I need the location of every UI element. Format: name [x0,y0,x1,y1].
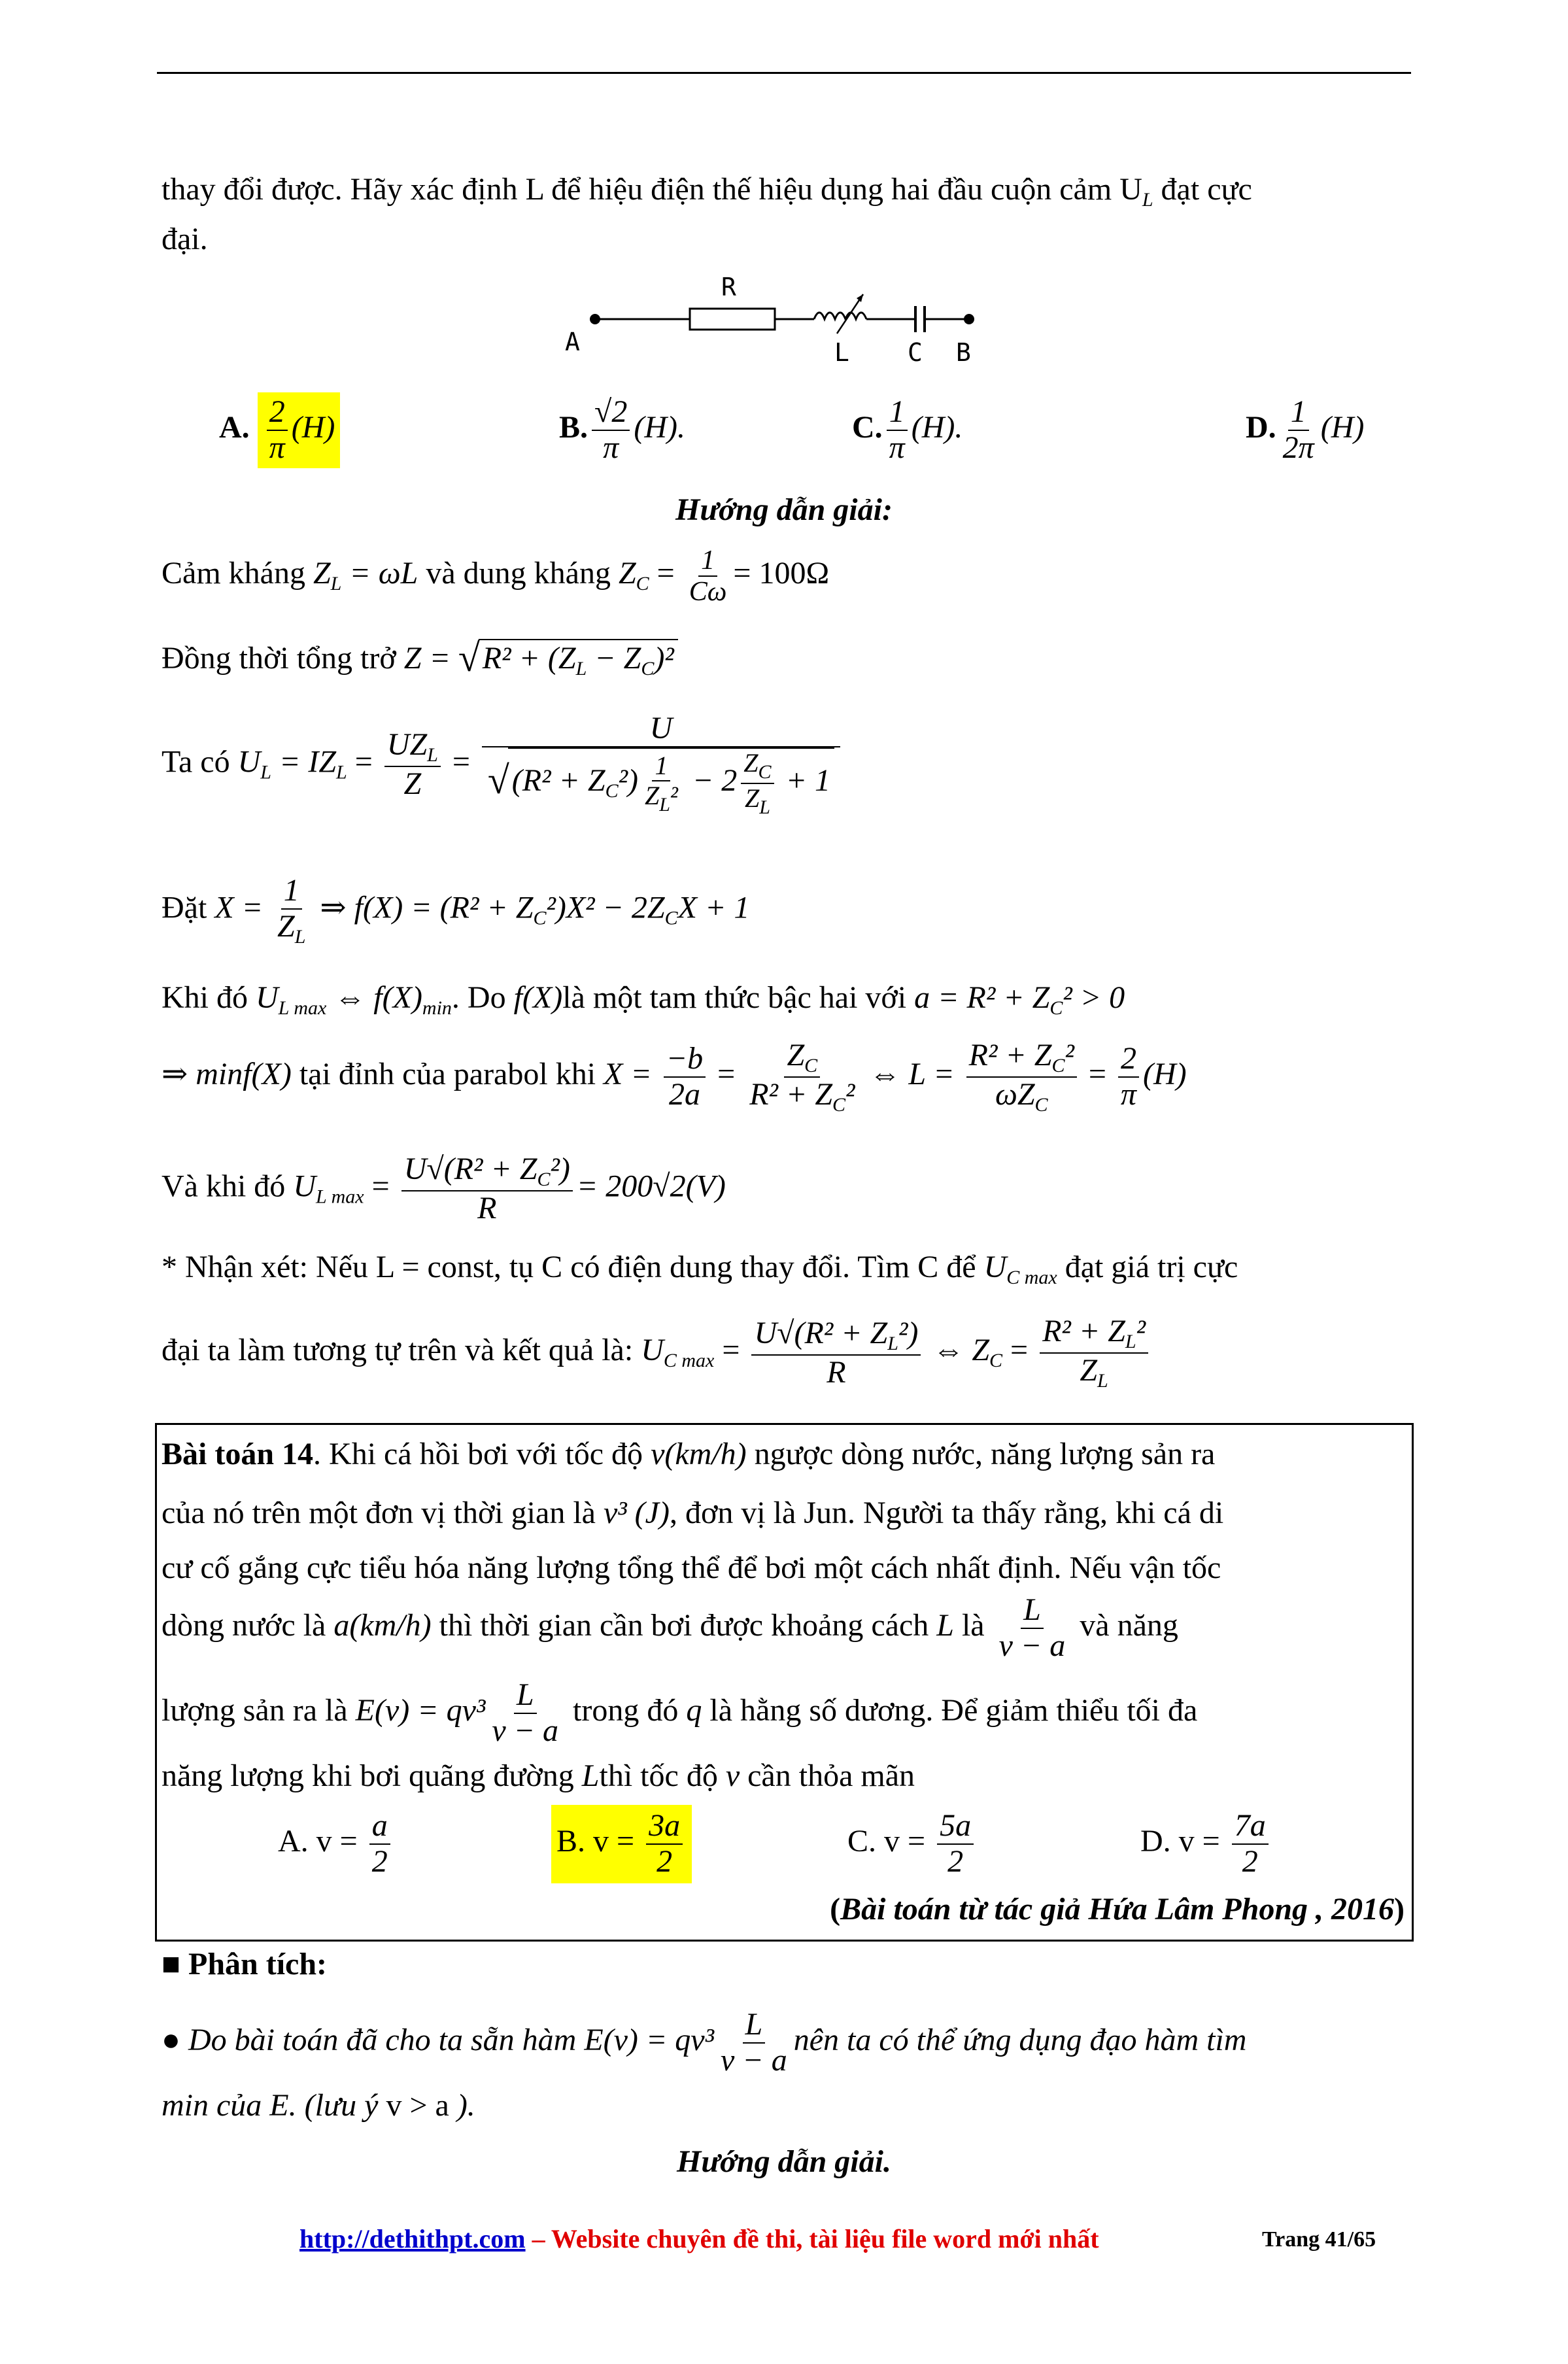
frac-num: √2 [592,395,630,431]
text: Khi đó [162,980,256,1015]
text: dòng nước là [162,1607,334,1643]
frac-den: R [477,1191,497,1225]
sub: C max [1006,1267,1057,1288]
math: = [347,744,381,779]
solution-line-8 [162,1249,1238,1290]
math: ² > 0 [1063,980,1125,1015]
analysis-line-2 [162,2087,475,2123]
math: v³ (J) [603,1496,670,1530]
solution-line-5: Khi đó $U_{L max}$ ⇔ $f(X)_{min}$. Do f(X)là một tam thức bậc hai với $a = R^2 + Z_C^2 > 0$ [162,980,1125,1019]
label-b: B [956,338,971,367]
math: E(v) = qv³ [355,1692,486,1728]
solution-line-6: ⇒ minf(X) tại đỉnh của parabol khi X = $\frac{-b}{2a}$ = $\frac{Z_C}{R^2 + Z_C^2}$ ⇔ L = $\frac{R^2 + Z_C^2}{\omega Z_C}$ = $\frac{2}{\pi}$ (H) [162,1038,1187,1116]
q13-option-c [852,395,963,466]
p14-line-2 [162,1495,1223,1531]
sub: C max [663,1350,715,1372]
frac-num: 5a [937,1809,974,1845]
paren: ( [830,1892,841,1927]
label-l: L [834,338,849,367]
footer [299,2223,1099,2254]
frac-num: Z [743,747,758,778]
solution-line-1: Cảm kháng $Z_L = \omega L$ và dung kháng $Z_C$ = $\frac{1}{C\omega}$ = 100Ω [162,545,830,608]
math: Z = [403,641,458,676]
option-label: C. v = [847,1823,934,1859]
text: của nó trên một đơn vị thời gian là [162,1496,604,1530]
math: (H) [1142,1057,1187,1092]
text: Ta có [162,744,238,779]
math: − 2 [684,762,738,798]
sub: min [422,997,452,1019]
text: Cảm kháng [162,556,313,591]
option-letter: C. [852,409,883,445]
guide-title-2: Hướng dẫn giải. [677,2144,891,2179]
option-a-highlight [258,392,341,468]
frac-den: 2 [656,1843,673,1879]
math: ⇔ f(X) [326,980,422,1015]
frac-num: R² + Z [968,1038,1052,1072]
p14-line-1 [162,1436,1215,1472]
text: Đặt [162,890,215,925]
math: Z [618,556,636,591]
frac-num: UZ [386,727,428,762]
frac-den: v − a [998,1628,1066,1663]
label-a: A [565,328,580,356]
frac-num: 1 [652,751,670,781]
frac-den: π [269,430,285,465]
frac-num: R² + Z [1042,1314,1125,1348]
frac-num: 2 [267,395,288,431]
frac-num: L [1021,1593,1044,1629]
math: E(v) = qv³ [584,2022,714,2057]
intro-line-2: đại. [162,222,208,256]
math: = 200√2(V) [576,1169,726,1204]
solution-line-2: Đồng thời tổng trở $Z = √R^2 + (Z_L - Z_C)^2$ [162,636,678,681]
math: v(km/h) [651,1437,747,1471]
frac-den: 2a [668,1077,700,1112]
option-label: D. v = [1140,1823,1228,1859]
text: min của E. (lưu ý [162,2088,386,2123]
p14-option-a [278,1809,394,1879]
math: = [1002,1333,1036,1368]
text: ngược dòng nước, năng lượng sản ra [746,1437,1216,1471]
unit: (H) [1320,409,1365,445]
label-c: C [908,338,923,367]
math: v [725,1758,740,1793]
p14-line-5 [162,1678,1197,1749]
solution-line-3: Ta có $U_L = IZ_L$ = $\frac{UZ_L}{Z}$ = U $√(R^2 + Z_C^2)$ $\frac{1}{Z_L^2}$ − 2 $\frac{Z_C}{Z_L}$ + 1 [162,711,844,818]
unit: (H). [911,409,963,445]
frac-den: π [1120,1077,1136,1112]
text: và năng [1072,1607,1178,1643]
sub: L max [278,997,327,1019]
math: X + 1 [677,890,750,925]
unit: (H). [634,409,685,445]
frac-den: 2 [371,1843,388,1879]
math: U [641,1333,664,1368]
math: = IZ [271,744,337,779]
frac-den: R [827,1354,846,1390]
option-letter: D. [1246,409,1276,445]
math: a(km/h) [333,1607,432,1643]
text: thì tốc độ [599,1758,726,1793]
intro-text: thay đổi được. Hãy xác định L để hiệu điện thế hiệu dụng hai đầu cuộn cảm U [162,172,1142,207]
frac-den: R² + Z [749,1077,833,1112]
q13-option-b [559,395,685,466]
source-text: Bài toán từ tác giả Hứa Lâm Phong , 2016 [840,1892,1395,1927]
text: và dung kháng [418,556,619,591]
math: Z [313,556,331,591]
solution-line-7: Và khi đó $U_{L max}$ = $\frac{U√(R^2 + Z_C^2)}{R}$ = 200√2(V) [162,1152,726,1225]
option-letter: A. [219,409,250,445]
footer-text: Website chuyên đề thi, tài liệu file word mới nhất [551,2224,1099,2253]
text: đại ta làm tương tự trên và kết quả là: [162,1333,641,1368]
text: là một tam thức bậc hai với [562,980,915,1015]
math: ²) [898,1315,919,1350]
footer-dash: – [525,2224,551,2253]
p14-source [830,1891,1405,1927]
math: + 1 [777,762,830,798]
math: U [256,980,279,1015]
frac-num: 7a [1232,1809,1269,1845]
frac-num: 1 [281,874,302,910]
text: nên ta có thể ứng dụng đạo hàm tìm [793,2022,1247,2057]
frac-den: π [889,430,905,465]
intro-sub: L [1142,189,1153,211]
frac-den: Z [744,783,760,813]
math: = [709,1057,743,1092]
p14-option-d [1140,1809,1272,1879]
text: tại đỉnh của parabol khi [291,1057,604,1092]
sub: L max [315,1186,364,1208]
text: năng lượng khi bơi quãng đường [162,1758,582,1793]
frac-num: a [369,1809,390,1845]
text: cần thỏa mãn [740,1758,915,1793]
math: f(X) [513,980,563,1015]
guide-title: Hướng dẫn giải: [675,492,893,527]
inductor [814,313,866,319]
frac-den: Z [644,780,660,810]
option-label: A. v = [278,1823,366,1859]
text: thì thời gian cần bơi được khoảng cách [431,1607,937,1643]
math: ²) [550,1152,570,1186]
math: X = [214,890,271,925]
frac-num: −b [664,1042,706,1078]
frac-num: L [514,1678,537,1714]
text: , đơn vị là Jun. Người ta thấy rằng, khi cá di [669,1496,1224,1530]
math: − Z [587,641,641,676]
header-rule [157,72,1411,74]
math: a = R² + Z [914,980,1050,1015]
math: ²) [618,762,638,798]
math: )² [654,641,674,676]
math: R² + (Z [482,641,576,676]
solution-line-4: Đặt X = $\frac{1}{Z_L}$ ⇒ $f(X) = (R^2 + Z_C^2)X^2 - 2Z_CX + 1$ [162,873,750,948]
frac-num: 1 [698,545,717,577]
frac-den: Z [277,908,295,944]
frac-den: Cω [689,577,727,608]
math: ⇒ f(X) = (R² + Z [312,890,534,925]
math: = 100Ω [733,556,830,591]
p14-line-4 [162,1593,1178,1664]
text: . Khi cá hồi bơi với tốc độ [313,1437,651,1471]
q13-option-d [1246,395,1364,466]
frac-den: Z [403,766,422,801]
text: là [953,1607,993,1643]
frac-den: π [603,430,619,465]
sub: C [989,1350,1003,1372]
frac-den: 2 [947,1843,964,1879]
frac-num: 1 [1288,395,1309,431]
p14-line-3: cư cố gắng cực tiểu hóa năng lượng tổng thể để bơi một cách nhất định. Nếu vận tốc [162,1550,1221,1585]
analysis-line-1 [162,2008,1246,2078]
text: trong đó [565,1692,687,1728]
p14-option-b [551,1805,692,1883]
text: Và khi đó [162,1169,294,1204]
footer-link[interactable]: http://dethithpt.com [299,2224,526,2253]
math: (R² + Z [511,762,605,798]
math: v > a [386,2088,449,2123]
math: ²)X² − 2Z [546,890,665,925]
page-number: Trang 41/65 [1262,2227,1376,2252]
frac-num: L [743,2008,766,2044]
p14-line-6 [162,1758,915,1794]
math: L [581,1758,600,1793]
sub: L [330,573,342,595]
frac-den: 2 [1242,1843,1258,1879]
math: U [293,1169,316,1204]
math: U [237,744,261,779]
intro-text-end: đạt cực [1153,172,1252,207]
math: L [936,1607,954,1643]
math: ⇔ L = [861,1057,963,1092]
circuit-diagram [562,268,1007,373]
math: ⇔ Z [925,1333,990,1368]
frac-num: Z [787,1038,805,1072]
math: q [686,1692,702,1728]
text: Đồng thời tổng trở [162,641,404,676]
frac-den: 2π [1282,430,1314,465]
text: lượng sản ra là [162,1692,356,1728]
option-label: B. v = [556,1823,643,1859]
text: ). [449,2088,475,2123]
frac-num: U√(R² + Z [754,1315,888,1350]
math: U [983,1250,1007,1284]
problem-title: Bài toán 14 [162,1437,314,1471]
resistor [690,309,775,330]
math: = ωL [341,556,418,591]
q13-option-a [219,392,340,468]
text: là hằng số dương. Để giảm thiểu tối đa [702,1692,1198,1728]
frac-num: 3a [646,1809,683,1845]
unit: (H) [291,409,335,445]
math: X = [604,1057,660,1092]
option-letter: B. [559,409,588,445]
frac-den: Z [1080,1353,1098,1388]
p14-option-c [847,1809,978,1879]
frac-den: v − a [492,1713,559,1748]
math: ⇒ minf(X) [162,1057,292,1092]
paren: ) [1394,1892,1405,1927]
text: đạt giá trị cực [1057,1250,1238,1284]
intro-line-1 [162,171,1252,212]
frac-num: U√(R² + Z [403,1152,537,1186]
sub: C [636,573,649,595]
frac-num: 2 [1118,1042,1139,1078]
solution-line-9: đại ta làm tương tự trên và kết quả là: $U_{C max}$ = $\frac{U√(R^2 + Z_L^2)}{R}$ ⇔ $Z_C$ = $\frac{R^2 + Z_L^2}{Z_L}$ [162,1314,1152,1392]
text: * Nhận xét: Nếu L = const, tụ C có điện dung thay đổi. Tìm C để [162,1250,984,1284]
frac-den: v − a [721,2042,787,2078]
terminal-b [964,314,974,324]
text: ● Do bài toán đã cho ta sẵn hàm [162,2022,585,2057]
frac-num: U [482,711,840,747]
label-r: R [721,273,736,301]
analysis-heading: ■ Phân tích: [162,1947,328,1981]
text: . Do [451,980,514,1015]
frac-num: 1 [887,395,908,431]
frac-den: ωZ [995,1077,1035,1112]
